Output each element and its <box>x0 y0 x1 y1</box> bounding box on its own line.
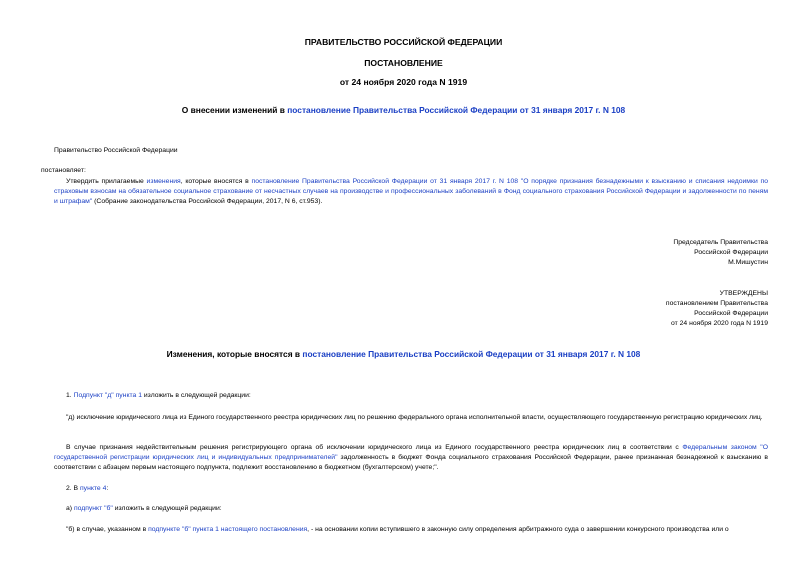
item-2: 2. В пункте 4: <box>66 485 109 492</box>
signature-line-1: Председатель Правительства <box>673 239 768 246</box>
document-title: О внесении изменений в постановление Правительства Российской Федерации от 31 января 2017 г. N 108 <box>181 105 626 115</box>
doc-type-heading: ПОСТАНОВЛЕНИЕ <box>364 58 443 68</box>
item-1-link[interactable]: Подпункт "д" пункта 1 <box>73 392 142 399</box>
approve-paragraph: Утвердить прилагаемые изменения, которые вносятся в постановление Правительства Российской Федерации от 31 января 2017 г. N 108 "О порядке признания безнадежными к взысканию и списания недоимки по страховым взносам на обязательное социальное страхование от несчастных случаев на производстве и профессиональных заболеваний в Фонд социального страхования Российской Федерации и задолженности по пеням и штрафам" (Собрание законодательства Российской Федерации, 2017, N 6, ст.953). <box>54 178 768 205</box>
government-heading: ПРАВИТЕЛЬСТВО РОССИЙСКОЙ ФЕДЕРАЦИИ <box>304 37 503 47</box>
resolution-link[interactable]: постановление Правительства Российской Федерации от 31 января 2017 г. N 108 <box>251 178 519 185</box>
item-1: 1. Подпункт "д" пункта 1 изложить в следующей редакции: <box>66 392 251 399</box>
approved-stamp-1: УТВЕРЖДЕНЫ <box>719 290 768 297</box>
invalid-decision-paragraph: В случае признания недействительным решения регистрирующего органа об исключении юридического лица из Единого государственного реестра юридических лиц в соответствии с Федеральным законом "О государственной регистрации юридических лиц и индивидуальных предпринимателей" задолженность в бюджет Фонда социального страхования Российской Федерации, ранее признанная безнадежной к взысканию в соответствии с абзацем первым настоящего подпункта, подлежит восстановлению в бюджетном (бухгалтерском) учете;". <box>54 444 768 471</box>
signature-name: М.Мишустин <box>728 259 768 266</box>
item-2a: а) подпункт "б" изложить в следующей редакции: <box>66 505 222 512</box>
quote-b: "б) в случае, указанном в подпункте "б" пункта 1 настоящего постановления, - на основании копии вступившего в законную силу определения арбитражного суда о завершении конкурсного производства или о <box>66 526 729 533</box>
item-2a-link[interactable]: подпункт "б" <box>73 505 113 512</box>
approved-stamp-3: Российской Федерации <box>694 310 768 317</box>
item-2-link[interactable]: пункте 4 <box>79 485 107 492</box>
title-link[interactable]: постановление Правительства Российской Федерации от 31 января 2017 г. N 108 <box>287 105 626 115</box>
intro-government: Правительство Российской Федерации <box>54 147 178 154</box>
resolution-title-link[interactable]: "О порядке признания безнадежными к взысканию и списания недоимки по страховым взносам на обязательное социальное страхование от несчастных случаев на производстве и профессиональных заболеваний в Фонд социального страхования Российской Федерации и задолженности по пеням и штрафам" <box>54 178 768 205</box>
approved-stamp-2: постановлением Правительства <box>665 300 768 307</box>
quote-d: "д) исключение юридического лица из Единого государственного реестра юридических лиц по решению федерального органа исполнительной власти, осуществляющего государственную регистрацию юридических лиц. <box>66 414 763 421</box>
doc-date-number: от 24 ноября 2020 года N 1919 <box>339 77 468 87</box>
intro-decides: постановляет: <box>41 167 86 174</box>
changes-title-link[interactable]: постановление Правительства Российской Федерации от 31 января 2017 г. N 108 <box>302 349 641 359</box>
signature-line-2: Российской Федерации <box>694 249 768 256</box>
federal-law-link[interactable]: Федеральным законом "О государственной регистрации юридических лиц и индивидуальных предпринимателей" <box>54 444 768 461</box>
changes-link[interactable]: изменения <box>146 178 181 185</box>
quote-b-link[interactable]: подпункте "б" пункта 1 настоящего постановления <box>148 526 308 533</box>
approved-stamp-4: от 24 ноября 2020 года N 1919 <box>671 320 768 327</box>
changes-title: Изменения, которые вносятся в постановление Правительства Российской Федерации от 31 января 2017 г. N 108 <box>166 349 641 359</box>
